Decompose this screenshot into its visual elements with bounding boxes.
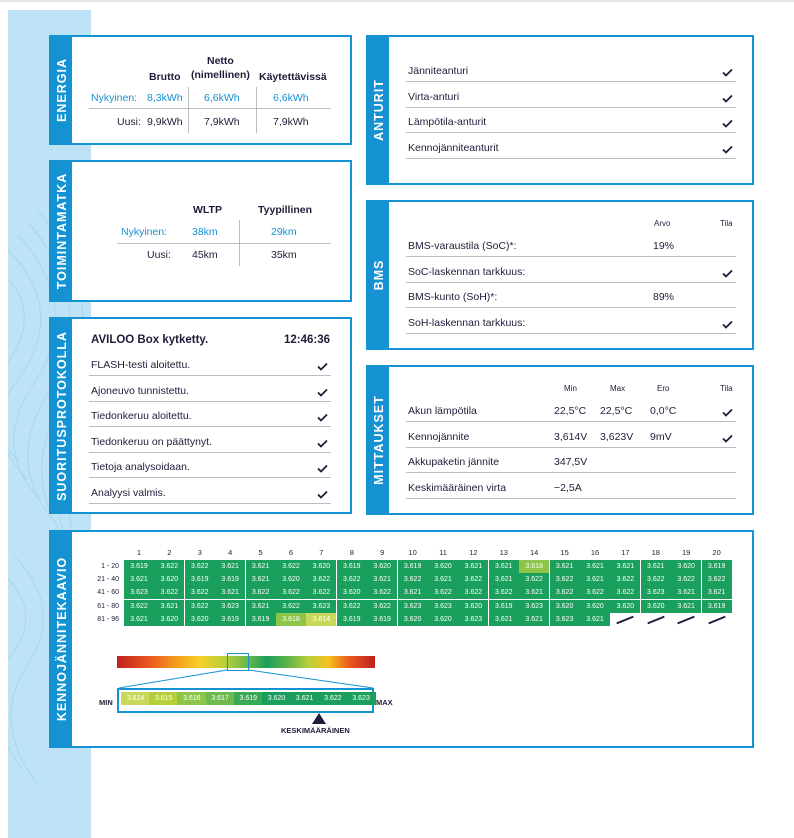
meas-row-max: 3,623V (600, 430, 634, 443)
energy-tab (51, 37, 72, 143)
scale-cell: 3.614 (121, 692, 150, 705)
voltage-cell: 3.621 (671, 586, 701, 599)
meas-row-min: −2,5A (554, 481, 582, 494)
energy-new-available: 7,9kWh (273, 116, 309, 128)
voltage-cell: 3.618 (519, 560, 549, 573)
voltage-cell: 3.619 (702, 600, 732, 613)
zoom-connector-lines (117, 668, 377, 690)
voltage-cell: 3.621 (610, 560, 640, 573)
protocol-divider (89, 477, 331, 478)
sensors-tab (368, 37, 389, 183)
range-panel (49, 160, 352, 302)
voltage-cell: 3.622 (124, 600, 154, 613)
empty-cell-slash (617, 615, 634, 624)
voltage-cell: 3.622 (550, 586, 580, 599)
voltage-cell: 3.622 (702, 573, 732, 586)
voltage-cell: 3.622 (337, 573, 367, 586)
protocol-title: SUORITUSPROTOKOLLA (54, 330, 69, 501)
range-divider (117, 243, 331, 244)
voltage-cell: 3.619 (367, 613, 397, 626)
voltage-cell: 3.622 (671, 573, 701, 586)
voltage-cell: 3.622 (337, 600, 367, 613)
row-label: 21 - 40 (97, 576, 119, 584)
meas-col-min: Min (564, 384, 577, 393)
column-number: 16 (590, 548, 600, 557)
bms-row-value: 89% (653, 291, 675, 303)
sensor-divider (406, 107, 736, 108)
protocol-divider (89, 375, 331, 376)
voltage-cell: 3.623 (124, 586, 154, 599)
protocol-item: Tiedonkeruu aloitettu. (91, 410, 192, 422)
protocol-time: 12:46:36 (284, 334, 331, 346)
meas-col-diff: Ero (657, 384, 670, 393)
row-label: 1 - 20 (101, 563, 119, 570)
voltage-cell: 3.621 (580, 613, 610, 626)
range-current-wltp: 38km (192, 226, 218, 238)
column-number: 14 (530, 548, 539, 557)
voltage-cell: 3.622 (246, 586, 276, 599)
range-new-typical: 35km (271, 249, 297, 261)
meas-row-max: 22,5°C (600, 405, 633, 417)
voltage-cell: 3.622 (276, 560, 306, 573)
protocol-item: Tietoja analysoidaan. (91, 461, 190, 473)
meas-divider (406, 498, 736, 499)
meas-row-diff: 0,0°C (650, 405, 677, 417)
voltage-cell: 3.621 (215, 560, 245, 573)
scale-cell: 3.619 (234, 692, 263, 705)
voltage-cell: 3.620 (337, 586, 367, 599)
meas-col-max: Max (610, 384, 626, 393)
column-number: 1 (136, 548, 142, 557)
voltage-cell: 3.619 (337, 613, 367, 626)
bms-panel (366, 200, 754, 350)
measurements-title: MITTAUKSET (371, 395, 386, 485)
cell-voltage-title: KENNOJÄNNITEKAAVIO (54, 556, 69, 722)
voltage-cell: 3.622 (154, 586, 184, 599)
protocol-item: Tiedonkeruu on päättynyt. (91, 435, 213, 448)
voltage-cell: 3.622 (458, 586, 488, 599)
protocol-divider (89, 503, 331, 504)
sensor-item: Kennojänniteanturit (408, 141, 499, 154)
voltage-cell: 3.621 (428, 573, 458, 586)
voltage-cell: 3.621 (246, 560, 276, 573)
row-label: 81 - 96 (97, 615, 119, 623)
voltage-cell: 3.619 (702, 560, 732, 573)
voltage-cell: 3.621 (367, 573, 397, 586)
voltage-cell: 3.621 (489, 573, 519, 586)
meas-row-label: Kennojännite (408, 430, 470, 443)
voltage-cell: 3.622 (185, 586, 215, 599)
checkmark-icon (722, 434, 733, 443)
bms-title: BMS (371, 259, 386, 291)
protocol-panel (49, 317, 352, 514)
voltage-cell: 3.621 (124, 573, 154, 586)
scale-cell: 3.622 (318, 692, 347, 705)
column-number: 17 (621, 548, 630, 557)
voltage-cell: 3.620 (276, 573, 306, 586)
range-title: TOIMINTAMATKA (54, 172, 69, 290)
voltage-cell: 3.619 (185, 573, 215, 586)
checkmark-icon (722, 68, 733, 77)
voltage-cell: 3.620 (428, 613, 458, 626)
energy-current-label: Nykyinen: (91, 92, 138, 104)
voltage-cell: 3.620 (610, 600, 640, 613)
voltage-cell: 3.621 (458, 560, 488, 573)
column-number: 12 (469, 548, 478, 557)
column-number: 9 (380, 548, 385, 557)
scale-cell: 3.620 (262, 692, 291, 705)
bms-row-label: BMS-kunto (SoH)*: (408, 291, 498, 303)
measurements-panel (366, 365, 754, 515)
voltage-cell: 3.621 (519, 586, 549, 599)
voltage-cell: 3.621 (215, 586, 245, 599)
range-current-label: Nykyinen: (121, 226, 168, 238)
voltage-cell: 3.620 (428, 560, 458, 573)
energy-header-net-bottom: (nimellinen) (191, 69, 250, 81)
empty-cell-slash (708, 615, 725, 624)
voltage-cell: 3.621 (519, 613, 549, 626)
voltage-cell: 3.622 (398, 573, 428, 586)
voltage-cell: 3.619 (215, 573, 245, 586)
meas-row-diff: 9mV (650, 430, 672, 443)
range-current-typical: 29km (271, 226, 297, 238)
voltage-cell: 3.621 (246, 573, 276, 586)
energy-current-gross: 8,3kWh (147, 92, 183, 104)
sensors-panel (366, 35, 754, 185)
voltage-cell: 3.619 (246, 613, 276, 626)
voltage-cell: 3.621 (246, 600, 276, 613)
meas-row-label: Akkupaketin jännite (408, 456, 500, 468)
sensor-item: Jänniteanturi (408, 65, 469, 77)
voltage-cell: 3.620 (458, 600, 488, 613)
voltage-cell: 3.621 (550, 560, 580, 573)
voltage-cell: 3.621 (580, 573, 610, 586)
empty-cell-slash (647, 615, 664, 624)
voltage-cell: 3.623 (215, 600, 245, 613)
voltage-cell: 3.619 (124, 560, 154, 573)
voltage-cell: 3.622 (610, 586, 640, 599)
bms-row-label: BMS-varaustila (SoC)*: (408, 240, 517, 252)
voltage-cell: 3.619 (489, 600, 519, 613)
energy-new-net: 7,9kWh (204, 116, 240, 128)
sensor-divider (406, 158, 736, 159)
scale-max-label: MAX (376, 698, 393, 707)
scale-min-label: MIN (99, 698, 113, 707)
bms-row-label: SoH-laskennan tarkkuus: (408, 316, 526, 329)
checkmark-icon (317, 362, 328, 371)
voltage-cell: 3.622 (306, 586, 336, 599)
meas-row-min: 347,5V (554, 456, 588, 468)
voltage-cell: 3.620 (641, 600, 671, 613)
voltage-scale (117, 688, 374, 713)
sensors-title: ANTURIT (371, 79, 386, 141)
column-number: 3 (197, 548, 202, 557)
column-number: 19 (682, 548, 691, 557)
row-label: 41 - 60 (97, 589, 119, 597)
energy-panel (49, 35, 352, 145)
voltage-cell: 3.622 (580, 586, 610, 599)
range-col-divider (239, 220, 240, 266)
bms-col-status: Tila (720, 219, 733, 228)
column-number: 10 (408, 548, 417, 557)
voltage-cell: 3.620 (398, 613, 428, 626)
protocol-item: Analyysi valmis. (91, 486, 166, 499)
voltage-cell: 3.620 (154, 573, 184, 586)
voltage-cell: 3.623 (641, 586, 671, 599)
voltage-cell: 3.620 (580, 600, 610, 613)
column-number: 5 (258, 548, 263, 557)
column-number: 13 (499, 548, 508, 557)
bms-divider (406, 307, 736, 308)
column-number: 15 (560, 548, 569, 557)
range-new-wltp: 45km (192, 249, 218, 261)
voltage-cell: 3.622 (306, 573, 336, 586)
scale-cell: 3.621 (290, 692, 319, 705)
voltage-cell: 3.623 (306, 600, 336, 613)
energy-new-label: Uusi: (117, 116, 141, 128)
voltage-cell: 3.621 (702, 586, 732, 599)
meas-divider (406, 421, 736, 422)
protocol-item: FLASH-testi aloitettu. (91, 359, 191, 371)
voltage-cell: 3.622 (458, 573, 488, 586)
checkmark-icon (722, 145, 733, 154)
meas-divider (406, 447, 736, 448)
column-number: 2 (167, 548, 172, 557)
meas-col-status: Tila (720, 384, 733, 393)
checkmark-icon (317, 388, 328, 397)
bms-divider (406, 333, 736, 334)
column-number: 4 (228, 548, 233, 557)
energy-current-available: 6,6kWh (273, 92, 309, 104)
range-header-wltp: WLTP (193, 204, 222, 216)
checkmark-icon (317, 413, 328, 422)
voltage-cell: 3.620 (671, 560, 701, 573)
voltage-cell: 3.622 (367, 600, 397, 613)
protocol-heading: AVILOO Box kytketty. (91, 334, 209, 346)
meas-divider (406, 472, 736, 473)
meas-row-label: Akun lämpötila (408, 405, 477, 417)
voltage-cell: 3.620 (550, 600, 580, 613)
protocol-divider (89, 401, 331, 402)
protocol-tab (51, 319, 72, 512)
column-number: 18 (651, 548, 660, 557)
voltage-cell: 3.623 (458, 613, 488, 626)
checkmark-icon (722, 119, 733, 128)
voltage-cell: 3.622 (185, 560, 215, 573)
voltage-cell: 3.622 (276, 586, 306, 599)
range-tab (51, 162, 72, 300)
voltage-cell: 3.621 (641, 560, 671, 573)
voltage-cell: 3.620 (185, 613, 215, 626)
energy-header-gross: Brutto (149, 71, 181, 83)
voltage-cell: 3.618 (276, 613, 306, 626)
bms-tab (368, 202, 389, 348)
bms-row-value: 19% (653, 240, 675, 252)
column-number: 7 (319, 548, 324, 557)
meas-row-label: Keskimääräinen virta (408, 481, 507, 494)
checkmark-icon (317, 490, 328, 499)
scale-cell: 3.615 (149, 692, 178, 705)
average-marker-icon (312, 713, 326, 724)
checkmark-icon (317, 439, 328, 448)
energy-title: ENERGIA (54, 58, 69, 122)
voltage-cell: 3.614 (306, 613, 336, 626)
energy-new-gross: 9,9kWh (147, 116, 183, 128)
meas-row-min: 22,5°C (554, 405, 587, 417)
bms-divider (406, 256, 736, 257)
voltage-cell: 3.623 (519, 600, 549, 613)
voltage-cell: 3.622 (185, 600, 215, 613)
energy-col-divider (188, 87, 189, 133)
sensor-divider (406, 81, 736, 82)
cell-voltage-panel (49, 530, 754, 748)
scale-cell: 3.617 (206, 692, 235, 705)
sensor-item: Virta-anturi (408, 90, 460, 103)
checkmark-icon (317, 464, 328, 473)
energy-current-net: 6,6kWh (204, 92, 240, 104)
top-divider (0, 0, 794, 2)
measurements-tab (368, 367, 389, 513)
voltage-cell: 3.619 (398, 560, 428, 573)
protocol-item: Ajoneuvo tunnistettu. (91, 384, 190, 397)
voltage-cell: 3.622 (428, 586, 458, 599)
voltage-cell: 3.620 (154, 613, 184, 626)
bms-col-value: Arvo (654, 219, 671, 228)
scale-cell: 3.623 (347, 692, 376, 705)
meas-row-min: 3,614V (554, 430, 588, 443)
range-new-label: Uusi: (147, 249, 171, 261)
sensor-item: Lämpötila-anturit (408, 116, 487, 128)
energy-divider (89, 108, 331, 109)
voltage-cell: 3.622 (367, 586, 397, 599)
checkmark-icon (722, 320, 733, 329)
voltage-cell: 3.621 (580, 560, 610, 573)
voltage-cell: 3.623 (398, 600, 428, 613)
empty-cell-slash (677, 615, 694, 624)
column-number: 20 (712, 548, 721, 557)
bms-divider (406, 282, 736, 283)
voltage-cell: 3.622 (489, 586, 519, 599)
column-number: 8 (349, 548, 354, 557)
protocol-divider (89, 452, 331, 453)
scale-cell: 3.616 (177, 692, 206, 705)
voltage-cell: 3.622 (610, 573, 640, 586)
scale-average-label: KESKIMÄÄRÄINEN (281, 726, 350, 735)
sensor-divider (406, 132, 736, 133)
voltage-cell: 3.620 (306, 560, 336, 573)
voltage-cell: 3.623 (428, 600, 458, 613)
bms-row-label: SoC-laskennan tarkkuus: (408, 265, 526, 278)
voltage-cell: 3.623 (550, 613, 580, 626)
voltage-cell: 3.620 (367, 560, 397, 573)
voltage-cell: 3.622 (276, 600, 306, 613)
voltage-cell: 3.622 (519, 573, 549, 586)
column-number: 11 (439, 548, 447, 557)
voltage-cell: 3.622 (641, 573, 671, 586)
voltage-cell: 3.619 (337, 560, 367, 573)
energy-header-net-top: Netto (207, 55, 234, 67)
voltage-cell: 3.622 (550, 573, 580, 586)
voltage-cell: 3.621 (489, 560, 519, 573)
protocol-divider (89, 426, 331, 427)
energy-header-available: Käytettävissä (259, 71, 327, 83)
voltage-cell: 3.621 (489, 613, 519, 626)
checkmark-icon (722, 94, 733, 103)
voltage-cell: 3.621 (671, 600, 701, 613)
checkmark-icon (722, 408, 733, 417)
voltage-cell: 3.621 (154, 600, 184, 613)
voltage-cell: 3.621 (398, 586, 428, 599)
row-label: 61 - 80 (97, 602, 119, 610)
checkmark-icon (722, 269, 733, 278)
range-header-typical: Tyypillinen (258, 204, 313, 216)
column-number: 6 (288, 548, 294, 557)
voltage-cell: 3.621 (124, 613, 154, 626)
cell-voltage-tab (51, 532, 72, 746)
energy-col-divider (256, 87, 257, 133)
voltage-cell: 3.622 (154, 560, 184, 573)
voltage-cell: 3.619 (215, 613, 245, 626)
